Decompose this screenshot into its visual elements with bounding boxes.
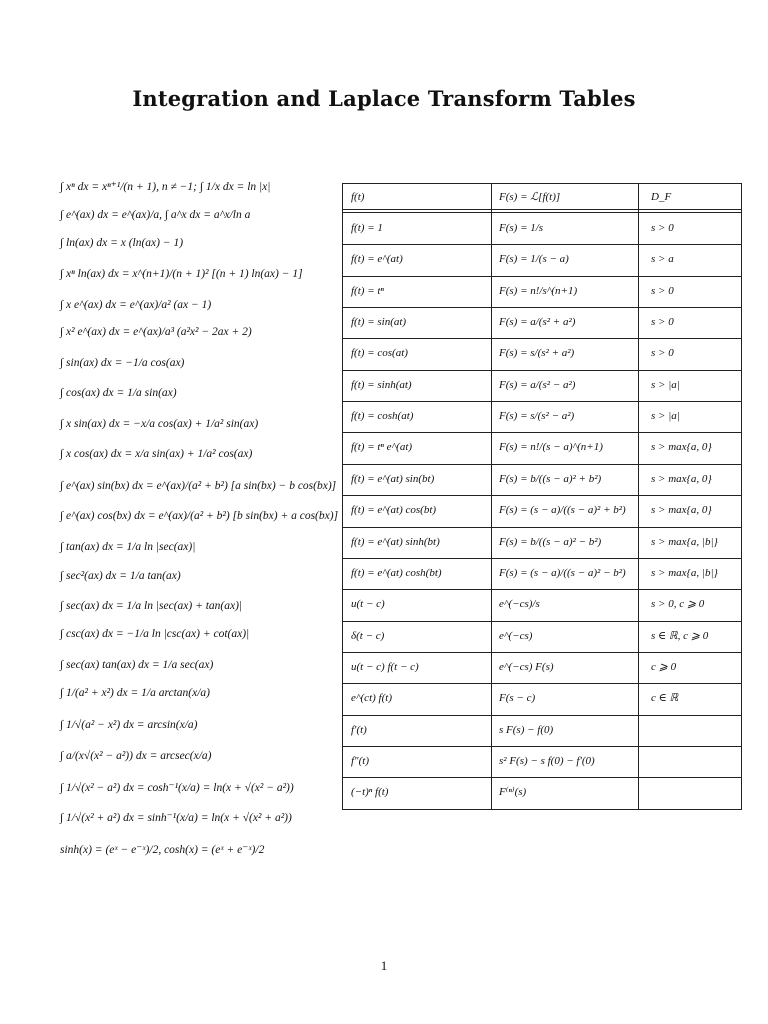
table-cell: f(t) = tⁿ e^(at) — [351, 441, 413, 453]
integral-formula: ∫ 1/√(x² + a²) dx = sinh⁻¹(x/a) = ln(x + √(x² + a²)) — [60, 812, 292, 824]
row-divider — [343, 432, 741, 433]
table-cell: e^(ct) f(t) — [351, 692, 392, 704]
table-cell: f(t) = 1 — [351, 222, 383, 234]
table-cell: F(s) = b/((s − a)² + b²) — [499, 473, 602, 485]
row-divider — [343, 401, 741, 402]
table-cell: u(t − c) — [351, 598, 385, 610]
table-cell: f(t) = e^(at) — [351, 253, 403, 265]
table-cell: s > 0 — [651, 285, 674, 297]
table-cell: F⁽ⁿ⁾(s) — [499, 786, 527, 798]
table-cell: f(t) = sinh(at) — [351, 379, 412, 391]
integral-formula: sinh(x) = (eˣ − e⁻ˣ)/2, cosh(x) = (eˣ + e⁻ˣ)/2 — [60, 844, 265, 856]
row-divider — [343, 652, 741, 653]
page-title: Integration and Laplace Transform Tables — [132, 86, 636, 111]
row-divider — [343, 777, 741, 778]
integral-formula: ∫ 1/(a² + x²) dx = 1/a arctan(x/a) — [60, 687, 211, 699]
table-cell: s² F(s) − s f(0) − f′(0) — [499, 755, 595, 767]
table-cell: F(s) = b/((s − a)² − b²) — [499, 536, 602, 548]
table-cell: s F(s) − f(0) — [499, 724, 554, 736]
integral-formula: ∫ e^(ax) cos(bx) dx = e^(ax)/(a² + b²) [b sin(bx) + a cos(bx)] — [60, 510, 339, 522]
table-cell: s > max{a, |b|} — [651, 536, 718, 548]
table-cell: f(t) = e^(at) cos(bt) — [351, 504, 437, 516]
table-cell: f(t) = e^(at) sin(bt) — [351, 473, 435, 485]
table-cell: f(t) = tⁿ — [351, 285, 384, 297]
table-cell: e^(−cs) — [499, 630, 533, 642]
integral-formula: ∫ a/(x√(x² − a²)) dx = arcsec(x/a) — [60, 750, 212, 762]
integral-formula: ∫ 1/√(x² − a²) dx = cosh⁻¹(x/a) = ln(x + √(x² − a²)) — [60, 782, 294, 794]
table-cell: s > max{a, 0} — [651, 504, 712, 516]
integral-formula: ∫ sec²(ax) dx = 1/a tan(ax) — [60, 570, 181, 582]
integral-formula: ∫ x² e^(ax) dx = e^(ax)/a³ (a²x² − 2ax + 2) — [60, 326, 252, 338]
row-divider — [343, 527, 741, 528]
table-cell: f(t) = sin(at) — [351, 316, 407, 328]
header-divider — [343, 212, 741, 213]
table-cell: F(s − c) — [499, 692, 536, 704]
table-cell: s > 0 — [651, 347, 674, 359]
row-divider — [343, 683, 741, 684]
table-cell: F(s) = (s − a)/((s − a)² − b²) — [499, 567, 626, 579]
integral-formula: ∫ x cos(ax) dx = x/a sin(ax) + 1/a² cos(ax) — [60, 448, 253, 460]
table-cell: F(s) = a/(s² + a²) — [499, 316, 576, 328]
integral-formula: ∫ x sin(ax) dx = −x/a cos(ax) + 1/a² sin(ax) — [60, 418, 259, 430]
table-cell: f(t) = e^(at) cosh(bt) — [351, 567, 442, 579]
table-cell: u(t − c) f(t − c) — [351, 661, 419, 673]
integral-formula: ∫ sin(ax) dx = −1/a cos(ax) — [60, 357, 185, 369]
table-cell: s ∈ ℝ, c ⩾ 0 — [651, 630, 709, 642]
table-cell: f(t) = cos(at) — [351, 347, 408, 359]
table-header-cell: f(t) — [351, 191, 365, 203]
table-cell: F(s) = n!/(s − a)^(n+1) — [499, 441, 603, 453]
table-cell: f″(t) — [351, 755, 370, 767]
table-cell: s > max{a, |b|} — [651, 567, 718, 579]
row-divider — [343, 715, 741, 716]
table-header-cell: F(s) = ℒ[f(t)] — [499, 191, 561, 203]
table-cell: f′(t) — [351, 724, 367, 736]
integral-formula: ∫ xⁿ ln(ax) dx = x^(n+1)/(n + 1)² [(n + 1) ln(ax) − 1] — [60, 268, 303, 280]
integral-formula: ∫ sec(ax) dx = 1/a ln |sec(ax) + tan(ax)| — [60, 600, 243, 612]
row-divider — [343, 464, 741, 465]
table-cell: c ∈ ℝ — [651, 692, 679, 704]
table-cell: e^(−cs) F(s) — [499, 661, 554, 673]
row-divider — [343, 746, 741, 747]
integral-formula: ∫ e^(ax) sin(bx) dx = e^(ax)/(a² + b²) [a sin(bx) − b cos(bx)] — [60, 480, 337, 492]
table-cell: F(s) = 1/(s − a) — [499, 253, 569, 265]
integral-formula: ∫ x e^(ax) dx = e^(ax)/a² (ax − 1) — [60, 299, 212, 311]
header-divider — [343, 209, 741, 210]
table-cell: s > a — [651, 253, 674, 265]
integral-formula: ∫ csc(ax) dx = −1/a ln |csc(ax) + cot(ax)| — [60, 628, 250, 640]
table-cell: s > 0, c ⩾ 0 — [651, 598, 705, 610]
row-divider — [343, 244, 741, 245]
table-cell: δ(t − c) — [351, 630, 385, 642]
table-cell: c ⩾ 0 — [651, 661, 677, 673]
row-divider — [343, 276, 741, 277]
table-cell: F(s) = a/(s² − a²) — [499, 379, 576, 391]
row-divider — [343, 558, 741, 559]
table-header-cell: D_F — [651, 191, 672, 203]
integral-formula: ∫ sec(ax) tan(ax) dx = 1/a sec(ax) — [60, 659, 214, 671]
laplace-transform-table — [342, 183, 742, 810]
table-cell: F(s) = n!/s^(n+1) — [499, 285, 578, 297]
integral-formula: ∫ ln(ax) dx = x (ln(ax) − 1) — [60, 237, 184, 249]
table-cell: s > |a| — [651, 410, 680, 422]
table-cell: F(s) = s/(s² + a²) — [499, 347, 575, 359]
integral-formula: ∫ cos(ax) dx = 1/a sin(ax) — [60, 387, 177, 399]
table-cell: f(t) = cosh(at) — [351, 410, 414, 422]
row-divider — [343, 621, 741, 622]
table-cell: F(s) = s/(s² − a²) — [499, 410, 575, 422]
table-cell: e^(−cs)/s — [499, 598, 540, 610]
table-cell: f(t) = e^(at) sinh(bt) — [351, 536, 440, 548]
row-divider — [343, 307, 741, 308]
integral-formula: ∫ 1/√(a² − x²) dx = arcsin(x/a) — [60, 719, 198, 731]
integral-formula: ∫ e^(ax) dx = e^(ax)/a, ∫ a^x dx = a^x/ln a — [60, 209, 251, 221]
table-cell: F(s) = 1/s — [499, 222, 544, 234]
table-cell: s > max{a, 0} — [651, 473, 712, 485]
row-divider — [343, 589, 741, 590]
integral-formula: ∫ xⁿ dx = xⁿ⁺¹/(n + 1), n ≠ −1; ∫ 1/x dx = ln |x| — [60, 181, 271, 193]
table-cell: F(s) = (s − a)/((s − a)² + b²) — [499, 504, 626, 516]
row-divider — [343, 370, 741, 371]
row-divider — [343, 338, 741, 339]
table-cell: s > 0 — [651, 316, 674, 328]
integral-formula: ∫ tan(ax) dx = 1/a ln |sec(ax)| — [60, 541, 196, 553]
row-divider — [343, 495, 741, 496]
table-cell: (−t)ⁿ f(t) — [351, 786, 389, 798]
table-cell: s > 0 — [651, 222, 674, 234]
table-cell: s > max{a, 0} — [651, 441, 712, 453]
page-number: 1 — [380, 958, 388, 973]
table-cell: s > |a| — [651, 379, 680, 391]
